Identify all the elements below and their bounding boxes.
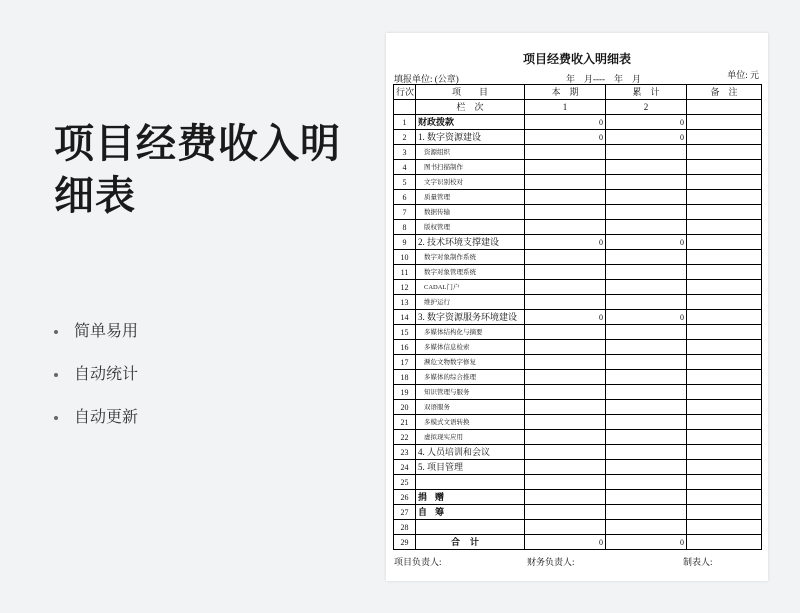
row-current-value <box>525 265 606 280</box>
column-number-row <box>394 100 762 115</box>
row-cumulative-value <box>606 250 687 265</box>
row-number: 26 <box>394 490 416 505</box>
table-row <box>394 190 762 205</box>
table-row <box>394 430 762 445</box>
table-row <box>394 220 762 235</box>
row-item <box>416 475 525 490</box>
row-current-value <box>525 295 606 310</box>
table-row <box>394 400 762 415</box>
report-period: 年 月---- 年 月 <box>566 74 641 84</box>
row-cumulative-value: 0 <box>606 310 687 325</box>
header-row-no: 行次 <box>394 85 416 100</box>
table-row <box>394 160 762 175</box>
row-remarks <box>687 460 762 475</box>
row-current-value: 0 <box>525 535 606 550</box>
row-cumulative-value <box>606 445 687 460</box>
table-row <box>394 235 762 250</box>
row-current-value <box>525 160 606 175</box>
row-item: 1. 数字资源建设 <box>416 130 525 145</box>
row-cumulative-value <box>606 340 687 355</box>
row-current-value <box>525 520 606 535</box>
row-remarks <box>687 505 762 520</box>
project-leader-label: 项目负责人: <box>394 557 442 567</box>
table-row <box>394 115 762 130</box>
row-remarks <box>687 415 762 430</box>
row-cumulative-value <box>606 370 687 385</box>
feature-item: 自动更新 <box>54 396 138 439</box>
feature-list <box>54 310 138 439</box>
row-current-value: 0 <box>525 130 606 145</box>
row-item: 知识管理与服务 <box>416 385 525 400</box>
table-row <box>394 460 762 475</box>
row-number: 1 <box>394 115 416 130</box>
row-remarks <box>687 445 762 460</box>
row-remarks <box>687 400 762 415</box>
table-row <box>394 385 762 400</box>
document-preview <box>386 33 768 581</box>
feature-item: 简单易用 <box>54 310 138 353</box>
table-row <box>394 475 762 490</box>
row-number: 5 <box>394 175 416 190</box>
table-row <box>394 370 762 385</box>
row-current-value <box>525 205 606 220</box>
row-current-value: 0 <box>525 115 606 130</box>
row-remarks <box>687 190 762 205</box>
row-number: 22 <box>394 430 416 445</box>
row-current-value <box>525 250 606 265</box>
row-item: 质量管理 <box>416 190 525 205</box>
row-cumulative-value: 0 <box>606 535 687 550</box>
row-number: 9 <box>394 235 416 250</box>
bullet-icon <box>54 416 58 420</box>
table-row <box>394 325 762 340</box>
table-row <box>394 145 762 160</box>
row-number: 8 <box>394 220 416 235</box>
row-cumulative-value <box>606 460 687 475</box>
row-current-value <box>525 475 606 490</box>
row-remarks <box>687 160 762 175</box>
bullet-icon <box>54 373 58 377</box>
row-item: 资源组织 <box>416 145 525 160</box>
row-item: 4. 人员培训和会议 <box>416 445 525 460</box>
row-remarks <box>687 205 762 220</box>
header-remarks: 备 注 <box>687 85 762 100</box>
row-remarks <box>687 385 762 400</box>
table-row <box>394 355 762 370</box>
table-row <box>394 130 762 145</box>
row-cumulative-value <box>606 265 687 280</box>
row-current-value <box>525 340 606 355</box>
row-item: 多媒体信息检索 <box>416 340 525 355</box>
row-number: 24 <box>394 460 416 475</box>
row-item: 合计 <box>416 535 525 550</box>
row-remarks <box>687 175 762 190</box>
row-cumulative-value <box>606 175 687 190</box>
table-row <box>394 340 762 355</box>
bullet-icon <box>54 330 58 334</box>
row-current-value <box>525 415 606 430</box>
row-current-value <box>525 400 606 415</box>
row-item: 数字对象管理系统 <box>416 265 525 280</box>
row-current-value <box>525 145 606 160</box>
row-number: 4 <box>394 160 416 175</box>
row-item: 财政拨款 <box>416 115 525 130</box>
table-row <box>394 535 762 550</box>
row-remarks <box>687 520 762 535</box>
header-item: 项 目 <box>416 85 525 100</box>
row-item: 濒危文物数字修复 <box>416 355 525 370</box>
row-number: 3 <box>394 145 416 160</box>
column-number-1: 1 <box>525 100 606 115</box>
row-remarks <box>687 250 762 265</box>
row-current-value: 0 <box>525 310 606 325</box>
table-row <box>394 310 762 325</box>
column-number-2: 2 <box>606 100 687 115</box>
row-current-value <box>525 370 606 385</box>
row-cumulative-value <box>606 160 687 175</box>
row-number: 25 <box>394 475 416 490</box>
row-number: 23 <box>394 445 416 460</box>
row-cumulative-value <box>606 385 687 400</box>
header-current: 本 期 <box>525 85 606 100</box>
row-number: 29 <box>394 535 416 550</box>
row-remarks <box>687 310 762 325</box>
currency-unit: 单位: 元 <box>727 70 759 80</box>
row-cumulative-value <box>606 520 687 535</box>
row-current-value: 0 <box>525 235 606 250</box>
table-row <box>394 250 762 265</box>
row-cumulative-value: 0 <box>606 115 687 130</box>
income-table <box>393 84 762 550</box>
feature-item: 自动统计 <box>54 353 138 396</box>
preparer-label: 制表人: <box>683 557 713 567</box>
row-item: 多媒体结构化与摘要 <box>416 325 525 340</box>
row-current-value <box>525 460 606 475</box>
row-cumulative-value <box>606 295 687 310</box>
row-current-value <box>525 445 606 460</box>
row-number: 20 <box>394 400 416 415</box>
row-item: 多媒体的综合推理 <box>416 370 525 385</box>
reporting-unit: 填报单位: (公章) <box>394 74 459 84</box>
row-remarks <box>687 130 762 145</box>
row-current-value <box>525 355 606 370</box>
row-number: 14 <box>394 310 416 325</box>
hero-title: 项目经费收入明细表 <box>54 122 341 218</box>
row-number: 28 <box>394 520 416 535</box>
row-item: 自筹 <box>416 505 525 520</box>
row-number: 18 <box>394 370 416 385</box>
row-item: 数字对象制作系统 <box>416 250 525 265</box>
row-item: 3. 数字资源服务环境建设 <box>416 310 525 325</box>
finance-leader-label: 财务负责人: <box>527 557 575 567</box>
header-cumulative: 累 计 <box>606 85 687 100</box>
row-cumulative-value: 0 <box>606 130 687 145</box>
row-number: 2 <box>394 130 416 145</box>
row-current-value <box>525 175 606 190</box>
row-cumulative-value <box>606 490 687 505</box>
column-number-label: 栏 次 <box>416 100 525 115</box>
row-current-value <box>525 280 606 295</box>
row-cumulative-value <box>606 205 687 220</box>
table-row <box>394 175 762 190</box>
row-cumulative-value <box>606 505 687 520</box>
row-remarks <box>687 325 762 340</box>
row-current-value <box>525 505 606 520</box>
table-row <box>394 490 762 505</box>
row-item: 文字识别校对 <box>416 175 525 190</box>
row-number: 21 <box>394 415 416 430</box>
row-item: 图书扫描制作 <box>416 160 525 175</box>
row-current-value <box>525 220 606 235</box>
row-item: 2. 技术环境支撑建设 <box>416 235 525 250</box>
table-row <box>394 445 762 460</box>
row-item: 捐赠 <box>416 490 525 505</box>
row-cumulative-value <box>606 475 687 490</box>
row-remarks <box>687 220 762 235</box>
table-header-row <box>394 85 762 100</box>
row-cumulative-value <box>606 430 687 445</box>
row-number: 17 <box>394 355 416 370</box>
row-number: 13 <box>394 295 416 310</box>
row-remarks <box>687 145 762 160</box>
row-item: CADAL门户 <box>416 280 525 295</box>
row-number: 19 <box>394 385 416 400</box>
table-row <box>394 295 762 310</box>
row-remarks <box>687 280 762 295</box>
row-item: 多模式文语转换 <box>416 415 525 430</box>
table-row <box>394 505 762 520</box>
row-number: 27 <box>394 505 416 520</box>
row-current-value <box>525 385 606 400</box>
row-cumulative-value <box>606 190 687 205</box>
row-item <box>416 520 525 535</box>
row-cumulative-value <box>606 280 687 295</box>
table-row <box>394 280 762 295</box>
row-cumulative-value: 0 <box>606 235 687 250</box>
row-number: 11 <box>394 265 416 280</box>
row-cumulative-value <box>606 355 687 370</box>
row-item: 5. 项目管理 <box>416 460 525 475</box>
row-cumulative-value <box>606 400 687 415</box>
row-number: 12 <box>394 280 416 295</box>
row-remarks <box>687 535 762 550</box>
row-current-value <box>525 490 606 505</box>
row-remarks <box>687 235 762 250</box>
row-remarks <box>687 115 762 130</box>
row-item: 虚拟现实应用 <box>416 430 525 445</box>
row-cumulative-value <box>606 415 687 430</box>
row-remarks <box>687 370 762 385</box>
table-row <box>394 205 762 220</box>
row-current-value <box>525 190 606 205</box>
row-remarks <box>687 355 762 370</box>
table-row <box>394 520 762 535</box>
row-item: 数据传输 <box>416 205 525 220</box>
table-row <box>394 265 762 280</box>
row-remarks <box>687 340 762 355</box>
row-number: 7 <box>394 205 416 220</box>
row-current-value <box>525 325 606 340</box>
row-item: 版权管理 <box>416 220 525 235</box>
row-current-value <box>525 430 606 445</box>
row-remarks <box>687 430 762 445</box>
document-title: 项目经费收入明细表 <box>522 52 631 66</box>
row-remarks <box>687 490 762 505</box>
table-row <box>394 415 762 430</box>
row-cumulative-value <box>606 145 687 160</box>
row-item: 维护运行 <box>416 295 525 310</box>
row-item: 双语服务 <box>416 400 525 415</box>
row-remarks <box>687 475 762 490</box>
row-cumulative-value <box>606 325 687 340</box>
row-remarks <box>687 295 762 310</box>
row-remarks <box>687 265 762 280</box>
row-number: 10 <box>394 250 416 265</box>
row-cumulative-value <box>606 220 687 235</box>
row-number: 16 <box>394 340 416 355</box>
row-number: 6 <box>394 190 416 205</box>
row-number: 15 <box>394 325 416 340</box>
